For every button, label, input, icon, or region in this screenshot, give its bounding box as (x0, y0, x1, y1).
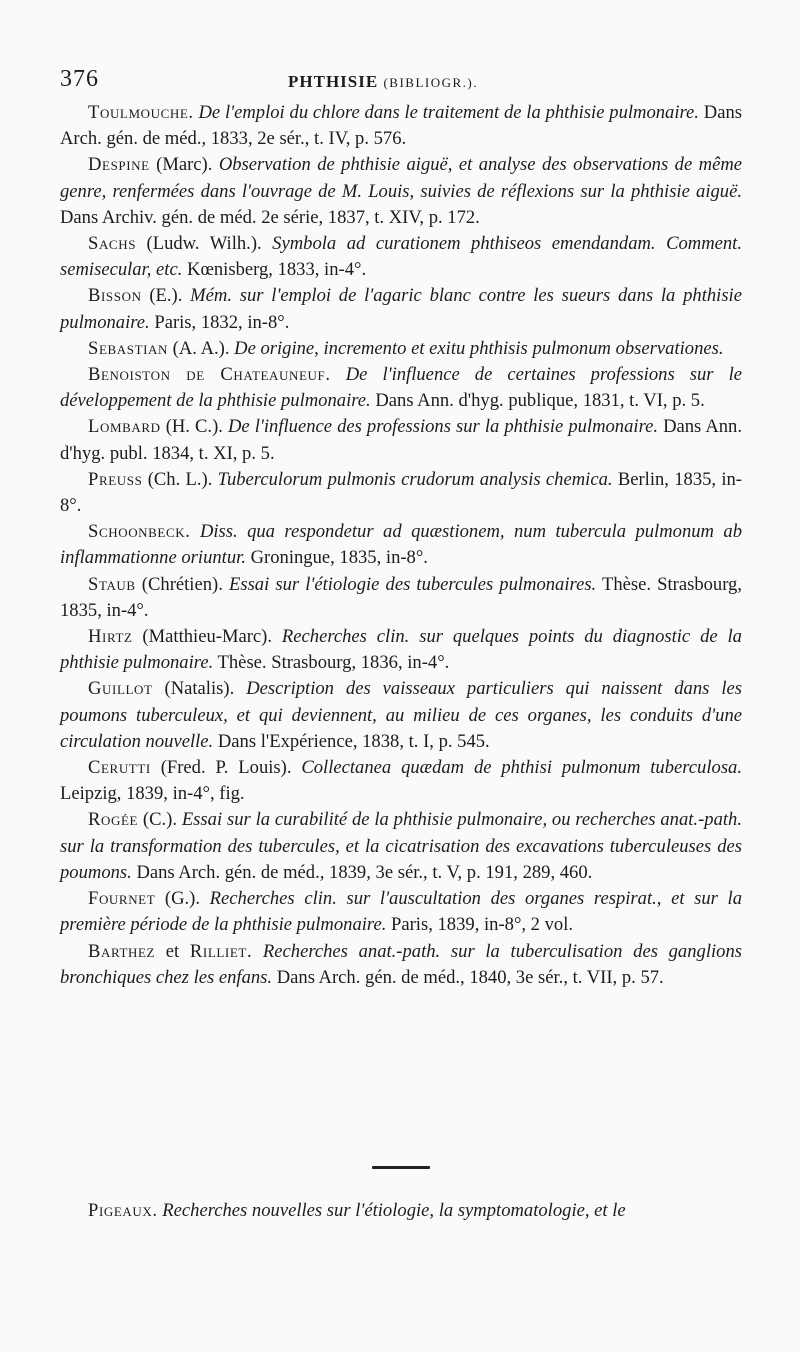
entry-title: Diss. qua respondetur ad quæstionem, num tubercula pulmonum ab inflammationne oriuntur. (60, 521, 742, 569)
entry-author: Lombard (88, 416, 161, 438)
bibliography-entry (60, 676, 742, 755)
entry-spacer (252, 941, 263, 962)
bibliography-entry (60, 807, 742, 886)
entry-details: Thèse. Strasbourg, 1836, in-4°. (213, 652, 450, 674)
entry-title: De l'influence des professions sur la phthisie pulmonaire. (227, 416, 659, 438)
entry-author: Toulmouche. (88, 102, 194, 123)
bibliography-entry (60, 886, 742, 938)
entry-details: Leipzig, 1839, in-4°, fig. (60, 783, 245, 805)
entry-title: Recherches nouvelles sur l'étiologie, la symptomatologie, et le (162, 1200, 626, 1221)
bibliography-entry (60, 336, 742, 362)
entry-details: Dans Ann. d'hyg. publ. 1834, t. XI, p. 5. (60, 416, 743, 464)
entry-author-detail: (Fred. P. Louis). (150, 757, 302, 779)
entry-details: Groningue, 1835, in-8°. (245, 547, 428, 569)
entry-title: Mém. sur l'emploi de l'agaric blanc contre les sueurs dans la phthisie pulmonaire. (60, 285, 742, 333)
bibliography-entry (60, 231, 742, 283)
bibliography-entry (60, 283, 742, 335)
entry-author: Staub (88, 573, 136, 595)
entry-title: De l'emploi du chlore dans le traitement de la phthisie pulmonaire. (198, 102, 699, 123)
entry-title: Recherches clin. sur quelques points du diagnostic de la phthisie pulmonaire. (60, 626, 742, 674)
bibliography-entry-continued (60, 1198, 742, 1224)
entry-details: Dans Arch. gén. de méd., 1839, 3e sér., t. V, p. 191, 289, 460. (131, 861, 593, 883)
entry-author-detail: (Natalis). (152, 678, 247, 700)
running-title (288, 72, 478, 92)
entry-author: Hirtz (88, 626, 133, 648)
entry-title: Essai sur l'étiologie des tubercules pulmonaires. (228, 573, 597, 595)
entry-title: Essai sur la curabilité de la phthisie pulmonaire, ou recherches anat.-path. sur la transformation des tubercules, et la cicatrisation des excavations tuberculeuses des poumons. (60, 809, 742, 883)
page-number: 376 (60, 66, 99, 92)
bibliography-entry (60, 467, 742, 519)
entry-author-detail: (E.). (141, 285, 191, 307)
entry-author: Bisson (88, 285, 142, 307)
entry-author-detail: (Ch. L.). (142, 468, 218, 490)
entry-author-detail: (Chrétien). (135, 573, 229, 595)
entry-author: Schoonbeck. (88, 521, 191, 543)
bibliography-entry (60, 939, 742, 991)
entry-details: Paris, 1839, in-8°, 2 vol. (386, 914, 574, 936)
entry-title: De l'influence de certaines professions sur le développement de la phthisie pulmonaire. (60, 364, 743, 412)
entry-title: Recherches anat.-path. sur la tuberculisation des ganglions bronchiques chez les enfans. (60, 940, 742, 988)
entry-details: Dans l'Expérience, 1838, t. I, p. 545. (213, 730, 490, 752)
running-title-main: PHTHISIE (288, 72, 379, 91)
entry-author-detail: (C.). (138, 809, 182, 831)
entry-author: Rogée (88, 809, 139, 831)
entry-title: Symbola ad curationem phthiseos emendandam. Comment. semisecular, etc. (60, 233, 743, 281)
entry-author: Despine (88, 154, 150, 176)
entry-details: Dans Arch. gén. de méd., 1840, 3e sér., t. VII, p. 57. (272, 966, 664, 988)
entry-author: Sebastian (88, 337, 169, 359)
bibliography-entry (60, 572, 742, 624)
entry-author-detail: (G.). (155, 888, 210, 910)
entry-author-second: Rilliet. (189, 940, 253, 962)
entry-author: Sachs (88, 233, 137, 255)
entry-author-detail (190, 521, 199, 542)
bibliography-entry (60, 100, 742, 152)
bibliography-entry (60, 1198, 742, 1224)
entry-details: Berlin, 1835, in-8°. (60, 468, 742, 517)
bibliography-entry (60, 519, 742, 571)
entry-details: Kœnisberg, 1833, in-4°. (182, 259, 367, 281)
bibliography-entry (60, 362, 742, 414)
entry-title: Observation de phthisie aiguë, et analyse des observations de même genre, renfermées dans l'ouvrage de M. Louis, suivies de réflexions sur la phthisie aiguë. (60, 154, 742, 202)
entry-details: Dans Arch. gén. de méd., 1833, 2e sér., t. IV, p. 576. (60, 102, 742, 150)
page-header (60, 66, 750, 98)
entry-author: Guillot (88, 678, 153, 700)
running-title-sub: (BIBLIOGR.). (383, 75, 478, 90)
entry-author: Preuss (88, 468, 143, 490)
entry-details: Thèse. Strasbourg, 1835, in-4°. (60, 573, 743, 621)
entry-author-detail: (Ludw. Wilh.). (136, 233, 273, 255)
entry-conjunction: et (155, 940, 190, 962)
entry-author: Barthez (88, 940, 156, 962)
entry-author: Cerutti (88, 757, 151, 779)
entry-author: Pigeaux. (88, 1200, 158, 1221)
divider-rule (372, 1166, 430, 1169)
bibliography-entry (60, 624, 742, 676)
entry-title: Description des vaisseaux particuliers qui naissent dans les poumons tuberculeux, et qui deviennent, au milieu de ces organes, les conduits d'une circulation nouvelle. (60, 678, 742, 752)
bibliography-entry (60, 152, 742, 231)
entry-author: Fournet (88, 888, 156, 910)
entry-title: Collectanea quædam de phthisi pulmonum tuberculosa. (301, 757, 742, 779)
bibliography-entry (60, 755, 742, 807)
section-divider (0, 1166, 800, 1172)
entry-author: Benoiston de Chateauneuf. (88, 364, 331, 386)
entry-author-detail: (H. C.). (160, 416, 228, 438)
entry-title: Recherches clin. sur l'auscultation des organes respirat., et sur la première période de la phthisie pulmonaire. (60, 888, 743, 936)
entry-details: Dans Ann. d'hyg. publique, 1831, t. VI, p. 5. (370, 390, 705, 412)
entry-title: Tuberculorum pulmonis crudorum analysis chemica. (217, 468, 613, 490)
entry-author-detail (331, 364, 346, 385)
entry-details: Dans Archiv. gén. de méd. 2e série, 1837, t. XIV, p. 172. (60, 206, 480, 228)
entry-title: De origine, incremento et exitu phthisis pulmonum observationes. (234, 337, 724, 359)
bibliography-list (60, 100, 742, 991)
entry-details: Paris, 1832, in-8°. (149, 311, 290, 333)
entry-author-detail: (Marc). (149, 154, 219, 176)
bibliography-entry (60, 414, 742, 466)
entry-author-detail: (Matthieu-Marc). (132, 626, 282, 648)
entry-author-detail: (A. A.). (168, 337, 235, 359)
